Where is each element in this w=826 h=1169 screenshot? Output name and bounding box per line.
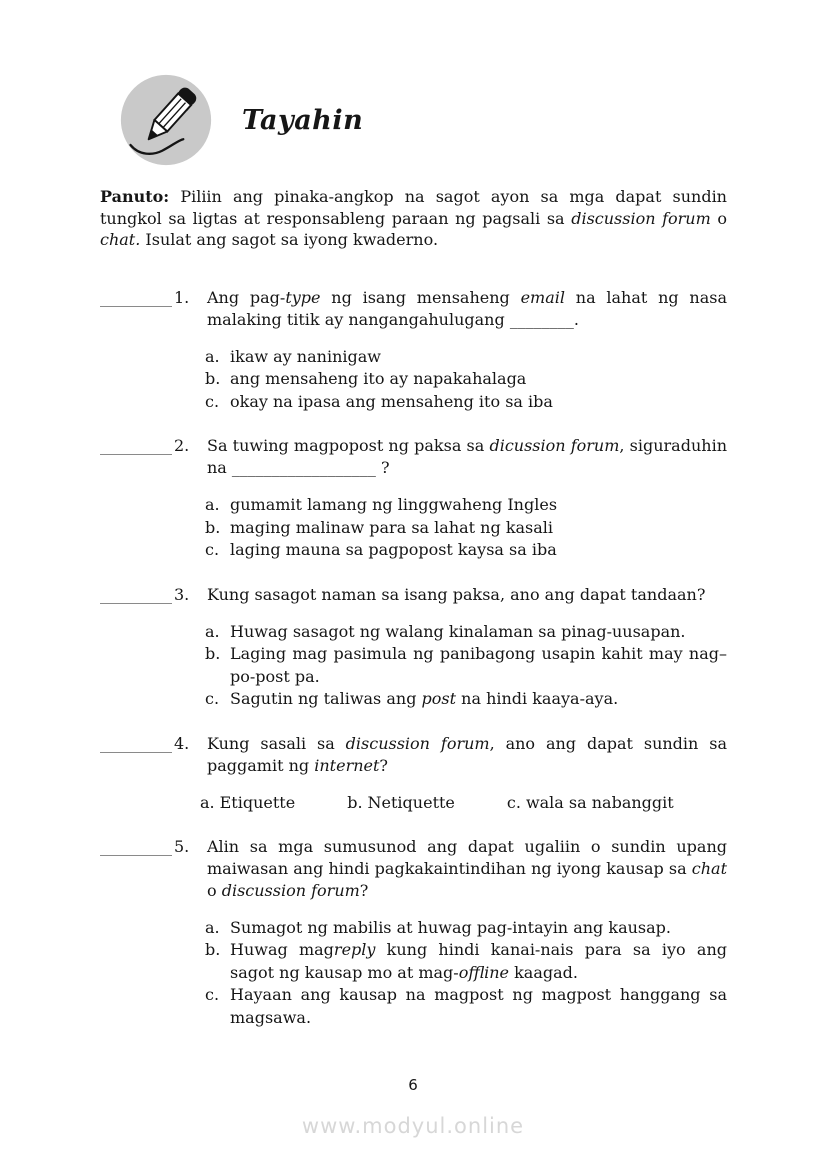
- instructions: [100, 186, 727, 251]
- choice-label: a.: [205, 495, 220, 514]
- question-3-number: 3.: [174, 584, 190, 604]
- question-3: [100, 584, 727, 711]
- question-3-text: Kung sasagot naman sa isang paksa, ano ang dapat tandaan?: [207, 584, 706, 604]
- choice-2a: [205, 494, 727, 517]
- choice-text: Sagutin ng taliwas ang post na hindi kaaya-aya.: [230, 689, 619, 708]
- question-4: [100, 733, 727, 814]
- watermark: www.modyul.online: [301, 1114, 525, 1138]
- question-5-choices: [205, 917, 727, 1030]
- choice-label: c.: [506, 792, 521, 812]
- choice-text: Laging mag pasimula ng panibagong usapin kahit may nag–po-post pa.: [230, 644, 727, 686]
- answer-blank-4: _________: [100, 733, 172, 753]
- choice-label: a.: [200, 792, 215, 812]
- choice-2c: [205, 539, 727, 562]
- question-1-choices: [205, 346, 727, 414]
- choice-text: okay na ipasa ang mensaheng ito sa iba: [230, 391, 553, 411]
- choice-label: a.: [205, 621, 220, 641]
- choice-label: b.: [205, 644, 221, 663]
- question-1-number: 1.: [174, 287, 190, 307]
- question-4-number: 4.: [174, 733, 190, 753]
- choice-text: Sumagot ng mabilis at huwag pag-intayin ang kausap.: [230, 917, 671, 937]
- choice-text: Huwag magreply kung hindi kanai-nais para sa iyo ang sagot ng kausap mo at mag-offline kaagad.: [230, 940, 727, 982]
- choice-text: laging mauna sa pagpopost kaysa sa iba: [230, 540, 557, 559]
- choice-3c: [205, 688, 727, 711]
- choice-text: wala sa nabanggit: [525, 792, 674, 812]
- page-content: [100, 72, 727, 1051]
- pencil-icon: [118, 72, 214, 168]
- choice-5c: [205, 984, 727, 1029]
- choice-text: gumamit lamang ng linggwaheng Ingles: [230, 495, 558, 514]
- question-5: [100, 836, 727, 1030]
- choice-5b: [205, 939, 727, 984]
- page-number: 6: [408, 1076, 418, 1094]
- choice-4a: [200, 792, 295, 814]
- choice-label: a.: [205, 346, 220, 366]
- choice-text: Etiquette: [219, 792, 296, 812]
- choice-label: c.: [205, 985, 220, 1004]
- question-5-number: 5.: [174, 836, 190, 856]
- choice-1b: [205, 368, 727, 391]
- question-3-choices: [205, 621, 727, 711]
- choice-text: Netiquette: [367, 792, 455, 812]
- question-4-choices: [200, 792, 727, 814]
- choice-label: b.: [205, 369, 221, 388]
- choice-text: maging malinaw para sa lahat ng kasali: [230, 517, 554, 537]
- question-2-text: Sa tuwing magpopost ng paksa sa dicussion forum, siguraduhin na __________________ ?: [207, 436, 727, 477]
- question-2-line: [100, 435, 727, 479]
- choice-label: a.: [205, 917, 220, 937]
- page-title: Tayahin: [242, 104, 364, 136]
- section-header: [118, 72, 727, 168]
- question-2: [100, 435, 727, 562]
- choice-text: Hayaan ang kausap na magpost ng magpost hanggang sa magsawa.: [230, 985, 727, 1027]
- choice-label: b.: [205, 940, 221, 959]
- question-2-number: 2.: [174, 436, 190, 455]
- choice-text: Huwag sasagot ng walang kinalaman sa pinag-uusapan.: [230, 621, 686, 641]
- choice-3a: [205, 621, 727, 644]
- choice-text: ang mensaheng ito ay napakahalaga: [230, 369, 527, 388]
- question-3-line: [100, 584, 727, 606]
- choice-4b: [347, 792, 455, 814]
- choice-label: c.: [205, 540, 220, 559]
- choice-label: b.: [347, 792, 363, 812]
- choice-2b: [205, 517, 727, 540]
- question-5-text: Alin sa mga sumusunod ang dapat ugaliin o sundin upang maiwasan ang hindi pagkakaintindihan ng iyong kausap sa chat o discussion forum?: [207, 836, 727, 900]
- question-1-line: [100, 287, 727, 331]
- question-4-line: [100, 733, 727, 777]
- choice-1c: [205, 391, 727, 414]
- answer-blank-2: _________: [100, 436, 172, 455]
- question-4-text: Kung sasali sa discussion forum, ano ang dapat sundin sa paggamit ng internet?: [207, 733, 727, 775]
- question-1-text: Ang pag-type ng isang mensaheng email na lahat ng nasa malaking titik ay nangangahulugang ________.: [207, 287, 728, 329]
- choice-label: c.: [205, 689, 220, 708]
- answer-blank-1: _________: [100, 287, 172, 307]
- instructions-text: Piliin ang pinaka-angkop na sagot ayon sa mga dapat sundin tungkol sa ligtas at responsableng paraan ng pagsali sa discussion forum o chat. Isulat ang sagot sa iyong kwaderno.: [100, 187, 728, 249]
- question-list: [100, 287, 727, 1030]
- instructions-label: Panuto:: [100, 187, 170, 206]
- question-2-choices: [205, 494, 727, 562]
- choice-label: c.: [205, 391, 220, 411]
- choice-5a: [205, 917, 727, 940]
- choice-1a: [205, 346, 727, 369]
- question-5-line: [100, 836, 727, 902]
- choice-label: b.: [205, 517, 221, 537]
- answer-blank-3: _________: [100, 584, 172, 604]
- question-1: [100, 287, 727, 414]
- choice-4c: [507, 792, 674, 814]
- answer-blank-5: _________: [100, 836, 172, 856]
- choice-text: ikaw ay naninigaw: [230, 346, 381, 366]
- choice-3b: [205, 643, 727, 688]
